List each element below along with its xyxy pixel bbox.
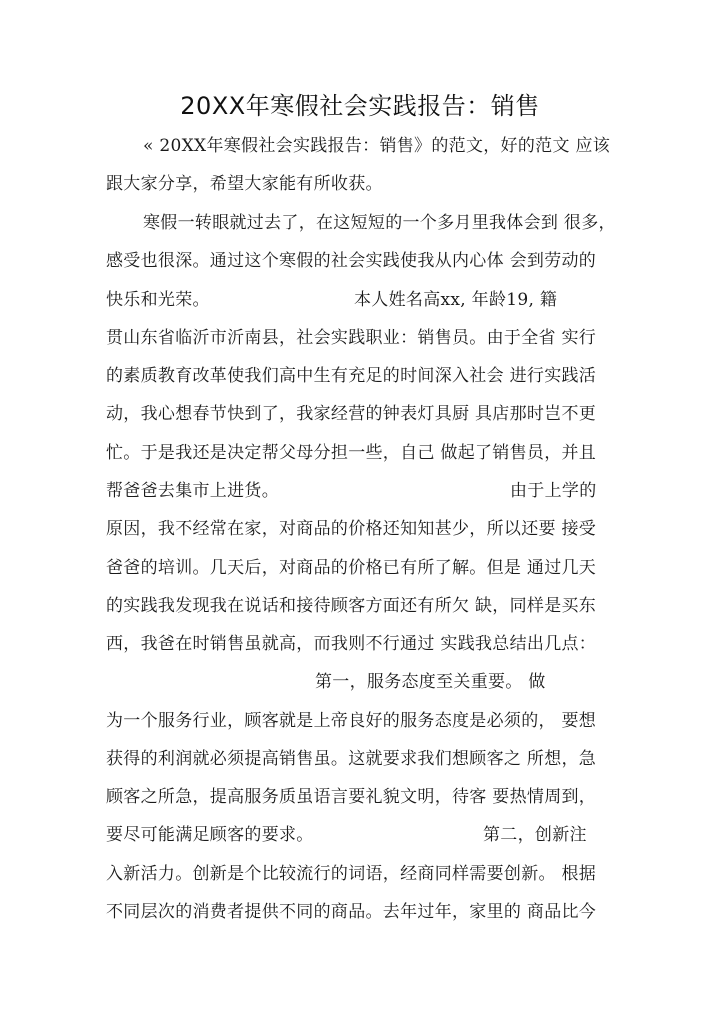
text-line: 获得的利润就必须提高销售虽。这就要求我们想顾客之 所想，急 — [106, 749, 597, 769]
text-line: 入新活力。创新是个比较流行的词语，经商同样需要创新。 根据 — [106, 864, 597, 884]
text-line: 快乐和光荣。 — [106, 290, 210, 310]
text-line: 帮爸爸去集市上进货。 — [106, 481, 279, 501]
text-line: 西，我爸在时销售虽就高，而我则不行通过 实践我总结出几点： — [106, 634, 597, 654]
text-line: 的实践我发现我在说话和接待顾客方面还有所欠 缺，同样是买东 — [106, 596, 597, 616]
text-line: 动，我心想春节快到了，我家经营的钟表灯具厨 具店那时岂不更 — [106, 404, 597, 424]
document-title: 20XX年寒假社会实践报告：销售 — [180, 92, 540, 120]
text-line: 由于上学的 — [510, 481, 597, 501]
text-line: 原因，我不经常在家，对商品的价格还知知甚少，所以还要 接受 — [106, 519, 597, 539]
text-line: 第一，服务态度至关重要。 做 — [315, 672, 546, 692]
text-line: 第二，创新注 — [483, 825, 587, 845]
text-line: 感受也很深。通过这个寒假的社会实践使我从内心体 会到劳动的 — [106, 251, 597, 271]
text-line: 的素质教育改革使我们高中生有充足的时间深入社会 进行实践活 — [106, 366, 597, 386]
text-line: 寒假一转眼就过去了，在这短短的一个多月里我体会到 很多， — [143, 213, 616, 233]
text-line: 要尽可能满足顾客的要求。 — [106, 825, 314, 845]
text-line: 本人姓名高xx, 年龄19, 籍 — [354, 290, 558, 310]
text-line: « 20XX年寒假社会实践报告：销售》的范文，好的范文 应该 — [143, 136, 611, 156]
text-line: 贯山东省临沂市沂南县，社会实践职业：销售员。由于全省 实行 — [106, 328, 597, 348]
text-line: 为一个服务行业，顾客就是上帝良好的服务态度是必须的， 要想 — [106, 711, 597, 731]
text-line: 顾客之所急，提高服务质虽语言要礼貌文明，待客 要热情周到， — [106, 787, 597, 807]
text-line: 忙。于是我还是决定帮父母分担一些，自己 做起了销售员，并且 — [106, 443, 597, 463]
text-line: 不同层次的消费者提供不同的商品。去年过年，家里的 商品比今 — [106, 902, 597, 922]
text-line: 爸爸的培训。几天后，对商品的价格已有所了解。但是 通过几天 — [106, 558, 597, 578]
text-line: 跟大家分享，希望大家能有所收获。 — [106, 174, 383, 194]
